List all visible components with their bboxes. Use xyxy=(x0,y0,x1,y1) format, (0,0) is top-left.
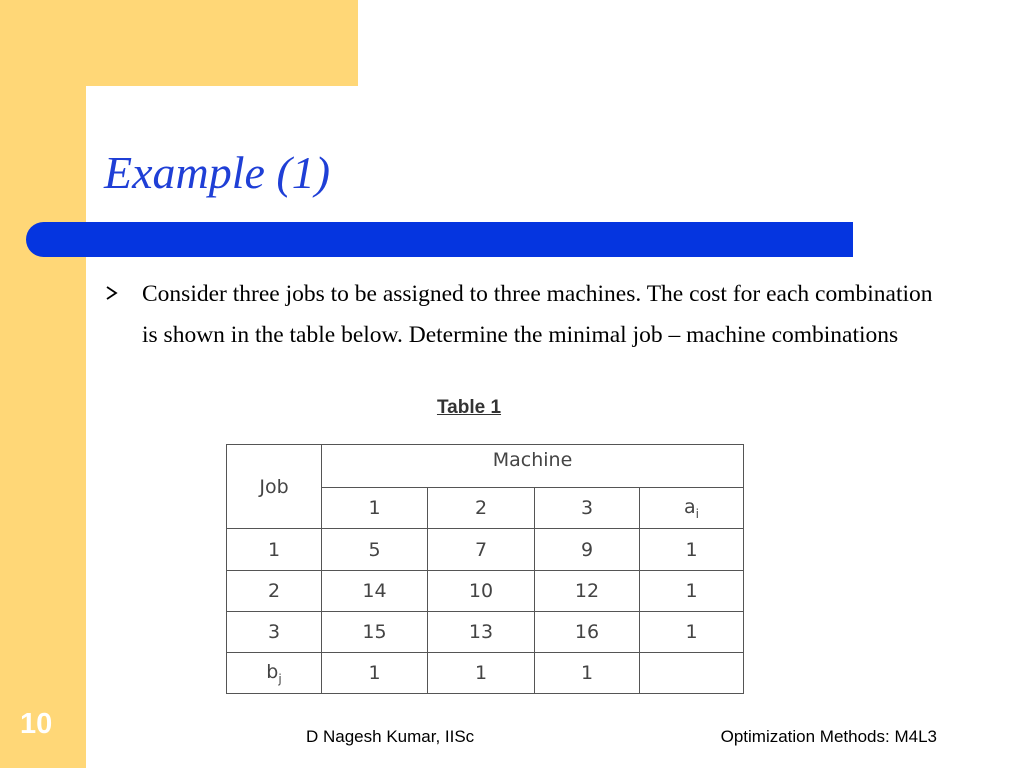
arrow-bullet-icon xyxy=(104,282,120,304)
table-row xyxy=(227,612,744,653)
row-2-job: 2 xyxy=(227,571,322,612)
row-2-cost-3: 12 xyxy=(535,571,640,612)
table-row xyxy=(227,653,744,694)
frame-left-band xyxy=(0,0,86,768)
b-value-2: 1 xyxy=(428,653,535,694)
row-3-job: 3 xyxy=(227,612,322,653)
machine-col-2: 2 xyxy=(428,488,535,529)
table-row xyxy=(227,529,744,571)
machine-col-3: 3 xyxy=(535,488,640,529)
table-row xyxy=(227,571,744,612)
slide-number: 10 xyxy=(20,708,53,740)
footer-author: D Nagesh Kumar, IISc xyxy=(306,727,475,746)
row-b-label xyxy=(227,653,322,694)
b-value-3: 1 xyxy=(535,653,640,694)
cost-table xyxy=(226,444,744,694)
title-underline-bar xyxy=(26,222,853,257)
a-i-base: a xyxy=(684,495,696,518)
frame-corner xyxy=(86,86,126,126)
header-a-i xyxy=(640,488,744,529)
a-i-subscript: i xyxy=(695,506,700,521)
row-1-job: 1 xyxy=(227,529,322,571)
slide-title: Example (1) xyxy=(104,147,331,198)
machine-col-1: 1 xyxy=(322,488,428,529)
row-3-cost-2: 13 xyxy=(428,612,535,653)
row-1-a: 1 xyxy=(640,529,744,571)
row-2-cost-1: 14 xyxy=(322,571,428,612)
header-job: Job xyxy=(227,445,322,529)
row-1-cost-2: 7 xyxy=(428,529,535,571)
row-2-a: 1 xyxy=(640,571,744,612)
row-1-cost-3: 9 xyxy=(535,529,640,571)
row-3-cost-1: 15 xyxy=(322,612,428,653)
footer-course: Optimization Methods: M4L3 xyxy=(720,727,937,746)
row-3-a: 1 xyxy=(640,612,744,653)
b-value-1: 1 xyxy=(322,653,428,694)
b-j-base: b xyxy=(266,660,279,683)
row-1-cost-1: 5 xyxy=(322,529,428,571)
header-machine: Machine xyxy=(322,445,744,488)
b-empty-cell xyxy=(640,653,744,694)
b-j-subscript: j xyxy=(278,671,282,686)
row-2-cost-2: 10 xyxy=(428,571,535,612)
bullet-text: Consider three jobs to be assigned to three machines. The cost for each combination is shown in the table below. Determine the minimal job – machine combinations xyxy=(142,281,933,348)
row-3-cost-3: 16 xyxy=(535,612,640,653)
table-caption: Table 1 xyxy=(436,397,502,418)
